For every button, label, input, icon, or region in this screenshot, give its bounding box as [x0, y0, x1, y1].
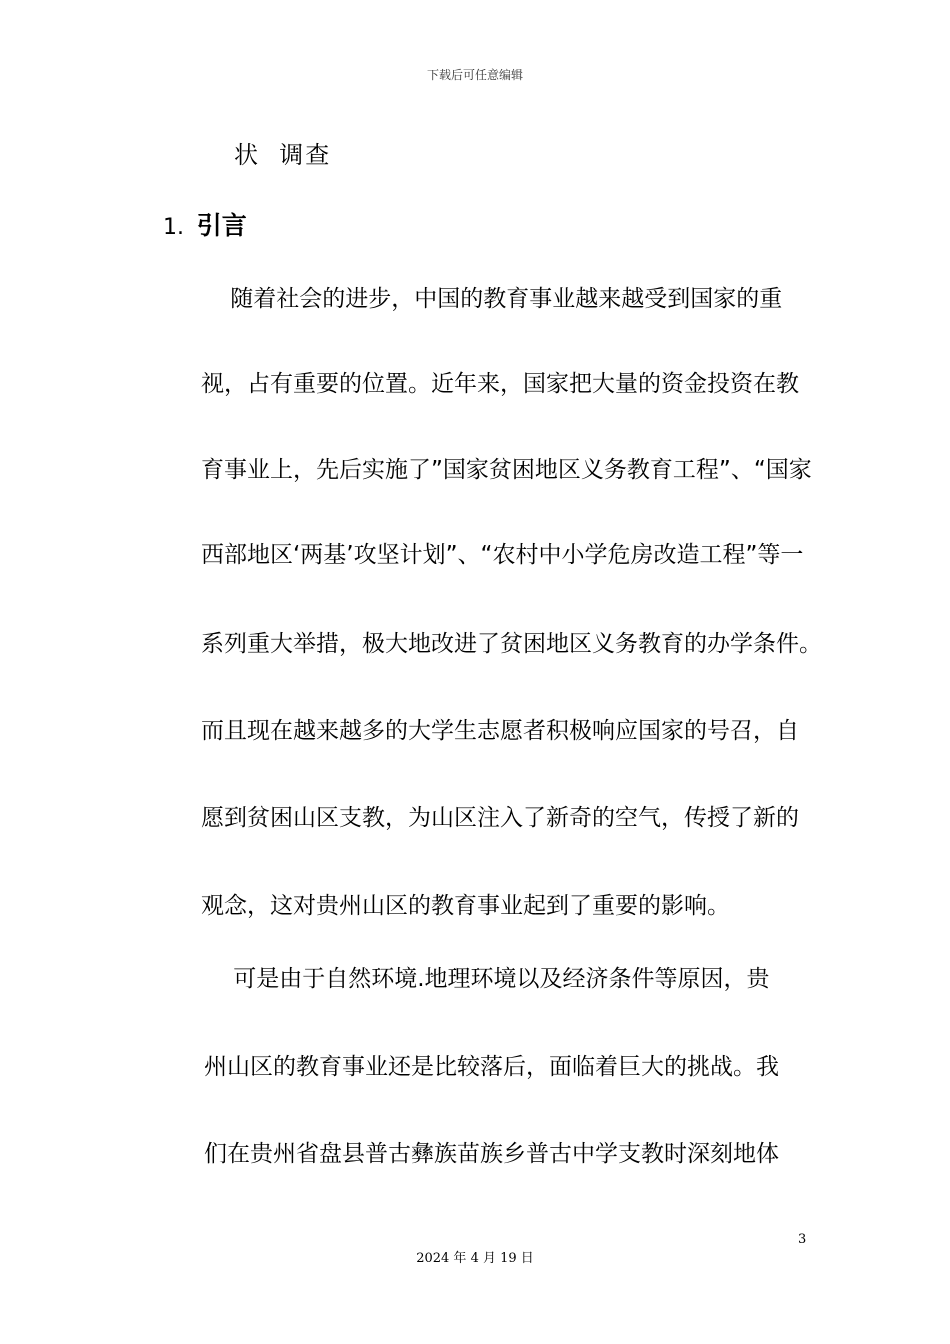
paragraph-line: 观念，这对贵州山区的教育事业起到了重要的影响。 [201, 893, 730, 919]
section-title: 引言 [196, 211, 247, 240]
document-subtitle: 状 调查 [234, 141, 332, 169]
paragraph-line: 州山区的教育事业还是比较落后，面临着巨大的挑战。我 [204, 1054, 779, 1080]
paragraph-line: 们在贵州省盘县普古彝族苗族乡普古中学支教时深刻地体 [204, 1141, 779, 1167]
paragraph-line: 西部地区‘两基’攻坚计划”、“农村中小学危房改造工程”等一 [201, 542, 804, 568]
section-heading [163, 206, 247, 242]
footer-date: 2024 年 4 月 19 日 [416, 1251, 534, 1266]
paragraph-line: 而且现在越来越多的大学生志愿者积极响应国家的号召，自 [201, 718, 799, 744]
paragraph-line: 随着社会的进步，中国的教育事业越来越受到国家的重 [201, 286, 783, 312]
section-number: 1. [163, 215, 184, 240]
page-header: 下载后可任意编辑 [426, 68, 523, 82]
paragraph-line: 视，占有重要的位置。近年来，国家把大量的资金投资在教 [201, 371, 799, 397]
paragraph-line: 育事业上，先后实施了”国家贫困地区义务教育工程”、“国家 [201, 457, 812, 483]
paragraph-line: 愿到贫困山区支教，为山区注入了新奇的空气，传授了新的 [201, 805, 799, 831]
paragraph-line: 系列重大举措，极大地改进了贫困地区义务教育的办学条件。 [201, 631, 822, 657]
page-number: 3 [798, 1232, 807, 1247]
paragraph-line: 可是由于自然环境.地理环境以及经济条件等原因，贵 [204, 966, 770, 992]
